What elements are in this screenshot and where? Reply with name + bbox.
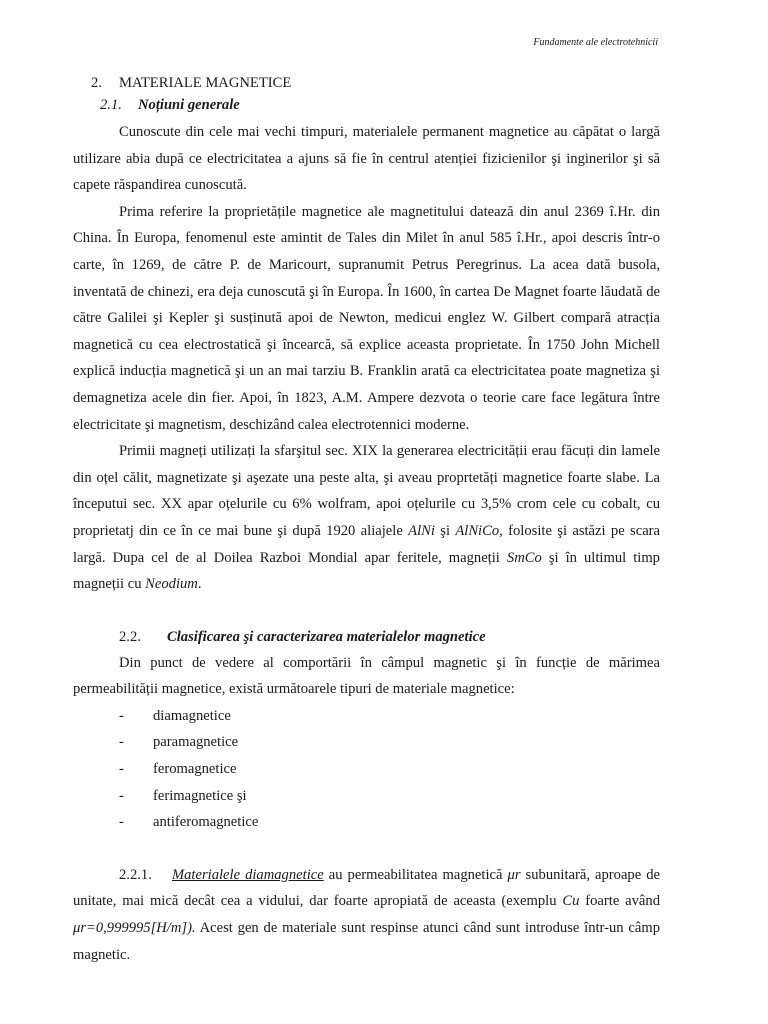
list-item (119, 783, 660, 810)
section-2-1-heading (73, 94, 660, 116)
dash-bullet: - (119, 814, 124, 831)
list-item-label: feromagnetice (153, 761, 237, 778)
list-item (119, 809, 660, 836)
section-number: 2. (91, 75, 102, 91)
running-header: Fundamente ale electrotehnicii (533, 37, 658, 48)
text-run: , folosite şi astăzi pe scara largă. Dupa cel de al Doilea Razboi Mondial apar feritele, magneții (73, 522, 661, 566)
text-run: foarte având (579, 893, 661, 910)
section-title: MATERIALE MAGNETICE (119, 75, 292, 91)
dash-bullet: - (119, 761, 124, 778)
alloy-alnico: AlNiCo (455, 522, 500, 539)
paragraph: Prima referire la proprietățile magnetice ale magnetitului datează din anul 2369 î.Hr. din China. În Europa, fenomenul este amintit de Tales din Milet în anul 585 î.Hr., apoi descris într-o carte, în 1269, de către P. de Maricourt, supranumit Petrus Peregrinus. La acea dată busola, inventată de chinezi, era deja cunoscută şi în Europa. În 1600, în cartea De Magnet foarte lăudată de către Galilei şi Kepler şi susținută apoi de Newton, medicui englez W. Gilbert compară atracția magnetică cu cea electrostatică şi încearcă, să explice aceasta proprietate. În 1750 John Michell explică inducția magnetică şi un an mai tarziu B. Franklin arată ca electricitatea poate magnetiza şi demagnetiza acele din fier. Apoi, în 1823, A.M. Ampere dezvota o teorie care face legătura între electricitate şi magnetism, deschizând calea electrotennici moderne. (73, 203, 660, 433)
paragraph-2-2-1 (73, 862, 660, 968)
paragraph: Din punct de vedere al comportării în câmpul magnetic şi în funcție de mărimea permeabilității magnetice, există următoarele tipuri de materiale magnetice: (73, 654, 660, 698)
copper-symbol: Cu (562, 893, 580, 910)
list-item-label: diamagnetice (153, 707, 231, 724)
section-number: 2.2. (119, 628, 141, 645)
list-item-label: paramagnetice (153, 734, 239, 751)
spacer (73, 598, 660, 624)
list-item (119, 703, 660, 730)
magnet-smco: SmCo (506, 549, 542, 566)
section-2-heading (73, 72, 660, 94)
spacer (73, 836, 660, 862)
paragraph (73, 438, 660, 598)
section-title: Noțiuni generale (138, 97, 240, 113)
text-run: subunitară, aproape de unitate, mai mică decât cea a vidului, dar foarte apropiată de aceasta (exemplu (73, 866, 660, 910)
permeability-formula: μr=0,999995[H/m]). (73, 920, 196, 937)
magnet-neodium: Neodium (145, 576, 198, 593)
list-item (119, 756, 660, 783)
material-types-list (73, 703, 660, 836)
section-2-2-heading (73, 624, 660, 650)
section-number: 2.1. (100, 97, 122, 113)
dash-bullet: - (119, 734, 124, 751)
text-run: şi (434, 522, 456, 539)
dash-bullet: - (119, 707, 124, 724)
page-body (73, 72, 660, 968)
text-run: Acest gen de materiale sunt respinse atunci când sunt introduse într-un câmp magnetic. (73, 920, 660, 963)
text-run: Primii magneți utilizați la sfarşitul sec. XIX la generarea electricității erau făcuți din lamele din oțel călit, magnetizate şi aşezate una peste alta, şi aveau proprtetăți magnetice foarte slabe. La începutui sec. XX apar oțelurile cu 6% wolfram, apoi oțelurile cu 3,5% crom cele cu cobalt, cu proprietatj din ce în ce mai bune şi după 1920 aliajele (73, 443, 660, 539)
text-run: şi în ultimul timp magneții cu (73, 549, 660, 593)
dash-bullet: - (119, 787, 124, 804)
paragraph: Cunoscute din cele mai vechi timpuri, materialele permanent magnetice au căpătat o largă utilizare abia după ce electricitatea a ajuns să fie în centrul atenției fizicienilor şi inginerilor şi să capete răspandirea cunoscută. (73, 124, 660, 194)
term-diamagnetic: Materialele diamagnetice (171, 866, 324, 883)
section-number: 2.2.1. (119, 866, 152, 883)
list-item (119, 729, 660, 756)
section-title: Clasificarea şi caracterizarea materialelor magnetice (167, 628, 486, 645)
alloy-alni: AlNi (408, 522, 435, 539)
text-run: . (197, 576, 202, 593)
list-item-label: ferimagnetice şi (153, 787, 247, 804)
text-run: au permeabilitatea magnetică (323, 866, 508, 883)
mu-r-symbol: μr (507, 866, 521, 883)
list-item-label: antiferomagnetice (153, 814, 259, 831)
